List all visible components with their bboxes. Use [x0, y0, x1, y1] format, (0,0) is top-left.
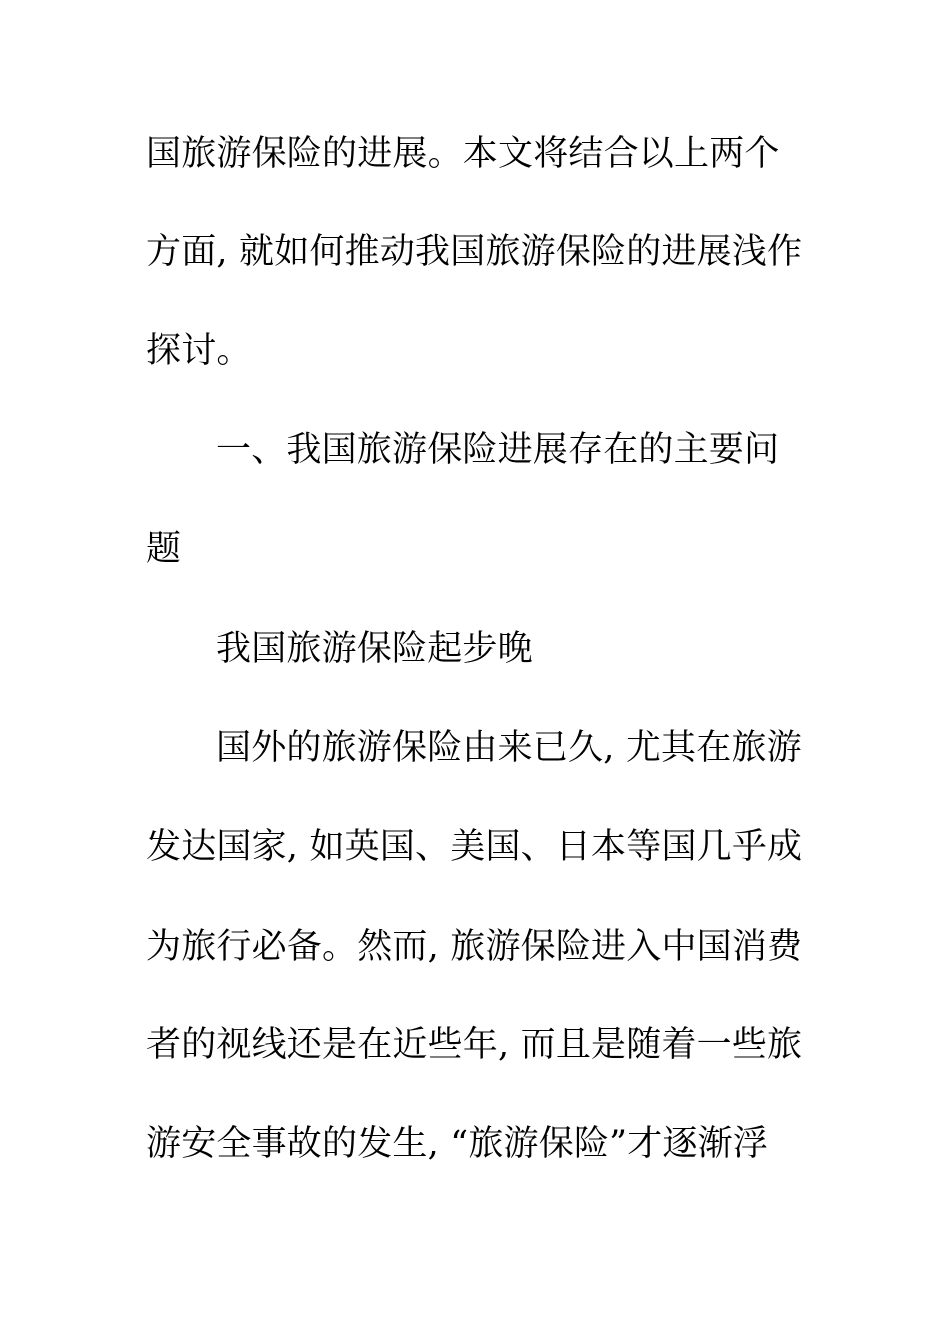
- paragraph-line: 探讨。: [146, 331, 252, 371]
- paragraph-line: 发达国家, 如英国、美国、日本等国几乎成: [146, 827, 803, 867]
- paragraph-line: 为旅行必备。然而, 旅游保险进入中国消费: [146, 927, 803, 967]
- section-heading-line: 题: [146, 529, 182, 569]
- paragraph-line: 者的视线还是在近些年, 而且是随着一些旅: [146, 1025, 803, 1065]
- paragraph-line: 国旅游保险的进展。本文将结合以上两个: [146, 134, 780, 174]
- paragraph-line: 国外的旅游保险由来已久, 尤其在旅游: [216, 728, 802, 768]
- paragraph-line: 游安全事故的发生, “旅游保险”才逐渐浮: [146, 1124, 769, 1164]
- section-heading-line: 一、我国旅游保险进展存在的主要问: [216, 430, 780, 470]
- subheading-line: 我国旅游保险起步晚: [216, 629, 533, 669]
- paragraph-line: 方面, 就如何推动我国旅游保险的进展浅作: [146, 232, 803, 272]
